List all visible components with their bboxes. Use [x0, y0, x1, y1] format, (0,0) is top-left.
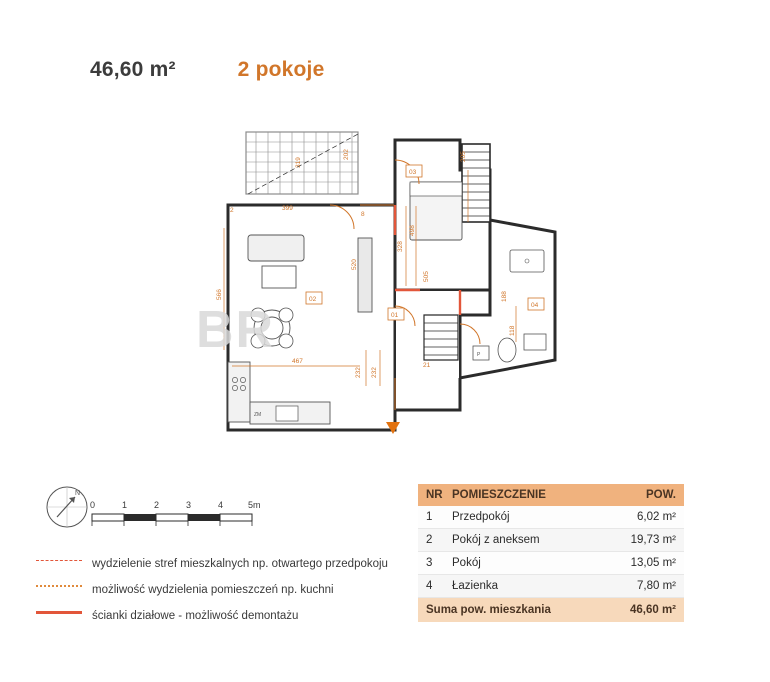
dim-399: 399	[282, 205, 293, 212]
legend-item	[36, 578, 406, 604]
legend-dotted-line-icon	[36, 585, 82, 597]
page-title	[90, 58, 324, 82]
scale-tick-5: 5m	[248, 500, 261, 510]
row-nr: 1	[426, 511, 433, 523]
dim-505: 505	[423, 271, 430, 282]
row-nr: 3	[426, 557, 433, 569]
room-tag-04: 04	[531, 302, 539, 309]
dim-232-a: 232	[355, 367, 362, 378]
row-nr: 2	[426, 534, 433, 546]
scale-bar	[90, 498, 280, 532]
dim-2: 2	[230, 207, 234, 214]
legend-item-label: ścianki działowe - możliwość demontażu	[92, 610, 299, 623]
row-pow: 19,73 m²	[630, 534, 676, 546]
appliance-label-p: P	[477, 352, 481, 358]
dim-202: 202	[343, 149, 350, 160]
scale-tick-0: 0	[90, 500, 96, 510]
dim-118: 118	[509, 325, 516, 336]
scale-tick-2: 2	[154, 500, 160, 510]
header-name: POMIESZCZENIE	[452, 489, 546, 501]
header-pow: POW.	[645, 489, 676, 501]
total-label: Suma pow. mieszkania	[426, 604, 551, 616]
row-pow: 6,02 m²	[637, 511, 676, 523]
table-header-row	[418, 484, 684, 506]
table-row	[418, 529, 684, 552]
appliance-label-zm: ZM	[254, 412, 262, 418]
rooms-value: 2 pokoje	[237, 58, 325, 81]
dim-467: 467	[292, 358, 303, 365]
room-tag-01: 01	[391, 312, 399, 319]
area-value: 46,60 m²	[90, 58, 176, 81]
row-pow: 7,80 m²	[637, 580, 676, 592]
table-row	[418, 506, 684, 529]
legend-solid-line-icon	[36, 611, 82, 624]
table-row	[418, 552, 684, 575]
dim-8: 8	[361, 211, 365, 218]
row-nr: 4	[426, 580, 433, 592]
legend-item	[36, 552, 406, 578]
dim-232-b: 232	[371, 367, 378, 378]
dim-498: 498	[409, 225, 416, 236]
dim-21: 21	[423, 362, 431, 369]
floorplan-drawing	[210, 110, 610, 460]
dim-205: 205	[460, 151, 467, 162]
scale-tick-4: 4	[218, 500, 224, 510]
rooms-table	[418, 484, 684, 622]
row-name: Pokój	[452, 557, 481, 569]
svg-text:N: N	[75, 490, 81, 497]
scale-tick-1: 1	[122, 500, 128, 510]
header-nr: NR	[426, 489, 443, 501]
dim-188: 188	[501, 291, 508, 302]
total-pow: 46,60 m²	[629, 604, 676, 616]
room-tag-02: 02	[309, 296, 317, 303]
table-row	[418, 575, 684, 598]
row-pow: 13,05 m²	[630, 557, 676, 569]
scale-tick-3: 3	[186, 500, 192, 510]
table-total-row	[418, 598, 684, 622]
legend-item-label: możliwość wydzielenia pomieszczeń np. kuchni	[92, 584, 334, 597]
legend	[36, 552, 406, 630]
row-name: Przedpokój	[452, 511, 510, 523]
compass-icon	[44, 484, 90, 530]
legend-item-label: wydzielenie stref mieszkalnych np. otwartego przedpokoju	[92, 558, 388, 571]
legend-item	[36, 604, 406, 630]
dim-328: 328	[397, 241, 404, 252]
legend-dashed-line-icon	[36, 560, 82, 571]
dim-520: 520	[351, 259, 358, 270]
row-name: Pokój z aneksem	[452, 534, 540, 546]
dim-319: 319	[295, 157, 302, 168]
dim-566: 566	[216, 289, 223, 300]
room-tag-03: 03	[409, 169, 417, 176]
watermark: BR	[196, 301, 276, 359]
row-name: Łazienka	[452, 580, 499, 592]
